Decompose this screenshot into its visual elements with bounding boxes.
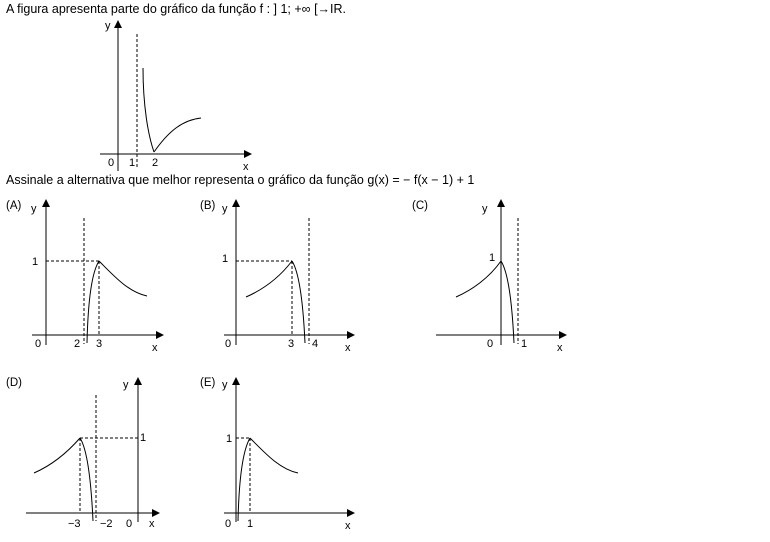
option-c-graph [436,200,566,345]
option-d-curve-left [34,438,80,473]
option-d-tick-1: 1 [140,432,147,444]
option-c-tick-0: 0 [487,338,494,350]
option-d-tick-neg2: −2 [100,518,113,530]
option-b-label[interactable]: (B) [200,200,216,212]
option-a-tick-1: 1 [32,256,39,268]
option-d-label[interactable]: (D) [6,377,22,389]
option-a-y-label: y [31,203,37,215]
option-e-tick-1y: 1 [226,433,233,445]
option-e-graph [224,378,354,522]
option-c-tick-1y: 1 [489,252,496,264]
option-d-y-label: y [123,379,129,391]
option-d-tick-neg3: −3 [68,518,81,530]
option-b-tick-4: 4 [312,338,319,350]
option-b-tick-1: 1 [222,253,229,265]
option-a-curve-right [99,261,147,296]
main-x-label: x [243,161,249,173]
option-c-x-label: x [557,342,563,354]
option-a-graph [32,200,163,345]
main-y-label: y [105,20,111,32]
option-b-graph [224,200,354,345]
question-prompt: Assinale a alternativa que melhor representa o gráfico da função g(x) = − f(x − 1) + 1 [6,173,475,187]
option-e-tick-0: 0 [225,518,232,530]
option-e-x-label: x [345,520,351,532]
option-a-tick-0: 0 [35,338,42,350]
option-e-y-label: y [222,379,228,391]
option-b-y-label: y [222,203,228,215]
option-b-x-label: x [345,342,351,354]
option-b-tick-3: 3 [288,338,295,350]
option-c-curve-left [456,261,501,297]
option-a-curve-left [87,261,99,343]
option-e-tick-1x: 1 [247,518,254,530]
main-curve-left [143,68,154,152]
option-d-x-label: x [149,518,155,530]
main-curve-right [154,118,201,152]
main-tick-2: 2 [152,157,159,169]
option-b-curve-right [292,261,305,343]
option-e-curve-left [238,438,250,521]
option-d-graph [26,378,159,522]
option-c-label[interactable]: (C) [412,200,428,212]
question-intro: A figura apresenta parte do gráfico da função f : ] 1; +∞ [→IR. [6,2,347,16]
main-tick-0: 0 [108,157,115,169]
option-c-tick-1x: 1 [521,338,528,350]
option-d-curve-right [80,438,93,521]
option-a-x-label: x [152,342,158,354]
option-a-tick-2: 2 [74,338,81,350]
option-a-tick-3: 3 [96,338,103,350]
option-e-label[interactable]: (E) [200,377,216,389]
option-c-y-label: y [482,203,488,215]
option-e-curve-right [250,438,298,473]
option-b-curve-left [246,261,292,297]
option-c-curve-right [501,261,514,343]
option-b-tick-0: 0 [225,338,232,350]
main-tick-1: 1 [129,157,136,169]
option-a-label[interactable]: (A) [6,200,22,212]
option-d-tick-0: 0 [126,518,133,530]
main-graph [100,21,251,171]
